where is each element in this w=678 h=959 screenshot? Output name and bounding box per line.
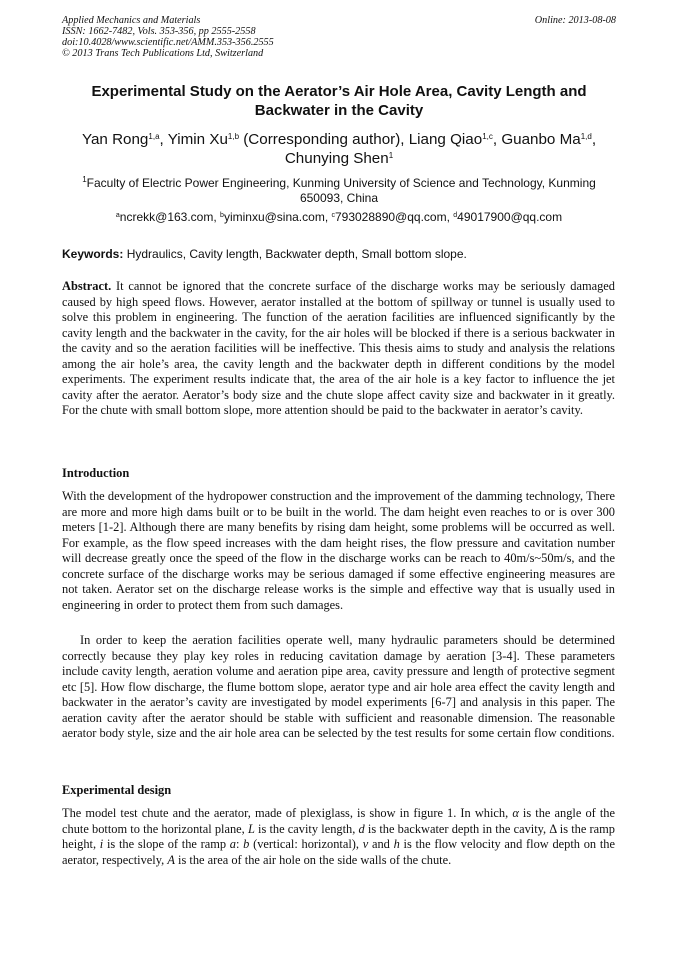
author-name: Yimin Xu (167, 131, 228, 148)
author-sup: 1,d (580, 132, 592, 142)
author-name: Yan Rong (81, 131, 149, 148)
introduction-heading: Introduction (62, 466, 130, 480)
keywords-label: Keywords: (62, 247, 124, 261)
affiliation (62, 176, 616, 205)
email-list (62, 210, 616, 224)
affiliation-text: Faculty of Electric Power Engineering, Kunming University of Science and Technology, Kunming 650093, China (86, 176, 596, 205)
email-sep: , (446, 210, 454, 224)
math-var: i (99, 837, 104, 851)
text-run: : (236, 837, 244, 851)
math-var: α (512, 806, 519, 820)
email-address[interactable]: 49017900@qq.com (457, 210, 563, 224)
abstract (62, 279, 615, 419)
text-run: and (368, 837, 394, 851)
author-name: Chunying Shen (284, 150, 389, 167)
text-run: The model test chute and the aerator, made of plexiglass, is show in figure 1. In which, (62, 806, 513, 820)
author-sep: , (591, 131, 597, 148)
author-sup: 1,b (227, 132, 240, 142)
math-var: L (247, 821, 255, 836)
math-var: d (358, 821, 365, 836)
author-sup: 1,a (148, 132, 160, 142)
math-var: v (362, 837, 369, 851)
experimental-heading: Experimental design (62, 783, 172, 797)
abstract-text: It cannot be ignored that the concrete surface of the discharge works may be seriously damaged caused by high speed flows. However, aerator installed at the bottom of spillway or tunnel is usually used to solve this problem in engineering. The function of the aeration facilities are influenced significantly by the cavity length and the backwater in the cavity, for the air holes will be blocked if there is a serious backwater in the cavity and so the aeration facilities will be ineffective. This thesis aims to study and analysis the relations among the air hole’s area, the cavity length and the backwater depth in different conditions by the model experiments. The experiment results indicate that, the area of the air hole is a key factor to influence the jet cavity after the aerator. Aerator’s body size and the chute slope affect cavity size and backwater in it greatly. For the chute with small bottom slope, more attention should be paid to the backwater in aerator’s cavity. (62, 279, 615, 417)
math-var: b (243, 837, 250, 851)
author-sup: 1,c (482, 132, 493, 142)
copyright-line: © 2013 Trans Tech Publications Ltd, Switzerland (62, 48, 264, 59)
author-name: Guanbo Ma (501, 131, 581, 148)
text-run: is the slope of the ramp (103, 837, 230, 851)
text-run: is the area of the air hole on the side walls of the chute. (174, 852, 452, 867)
introduction-paragraph-2: In order to keep the aeration facilities operate well, many hydraulic parameters should be determined correctly because they play key roles in reducing cavitation damage by aeration [3-4]. These parameters include cavity length, aeration volume and aeration pipe area, cavity pressure and length of protective segment etc [5]. How flow discharge, the flume bottom slope, aerator type and air hole area effect the cavity length and backwater in the aerator’s cavity are investigated by model experiments [6-7] and analysis in this paper. The aeration cavity after the aerator should be stable with sufficient and reasonable dimension. The reasonable aerator body style, size and the air hole area can be selected by the test results for some certain flow conditions. (62, 633, 615, 740)
experimental-paragraph (62, 806, 615, 868)
text-run: (vertical: horizontal), (249, 837, 363, 851)
author-sep: , (492, 131, 502, 148)
text-run: is the backwater depth in the cavity, Δ is the ramp height, (62, 821, 615, 851)
paper-title: Experimental Study on the Aerator’s Air Hole Area, Cavity Length and Backwater in the Cavity (91, 83, 587, 119)
math-var: h (393, 837, 400, 851)
author-list (62, 130, 616, 168)
text-run: is the angle of the chute bottom to the horizontal plane, (62, 806, 616, 836)
email-sep: , (213, 210, 221, 224)
email-sup: b (220, 211, 224, 219)
affiliation-sup: 1 (82, 175, 87, 185)
email-sup: c (331, 211, 335, 219)
text-run: is the cavity length, (254, 821, 359, 836)
abstract-label: Abstract. (62, 279, 112, 293)
email-address[interactable]: ncrekk@163.com (119, 210, 214, 224)
keywords (62, 247, 616, 261)
email-sup: a (115, 211, 120, 219)
introduction-paragraph-1: With the development of the hydropower construction and the improvement of the damming technology, There are more and more high dams built or to be built in the world. The dam height even reaches to or is over 300 meters [1-2]. Although there are many benefits by rising dam height, some problems will be occurred as well. For example, as the flow speed increases with the dam height rises, the flow pressure and cavitation number will decrease greatly once the speed of the flow in the discharge works can be reach to 40m/s~50m/s, and the concrete surface of the discharge works may be serious damaged if some effective engineering measures are not taken. Aerator set on the discharge release works is the simple and effective way that is usually used in engineering in order to protect them from such damages. (62, 489, 615, 612)
online-date: Online: 2013-08-08 (534, 15, 616, 26)
keywords-text: Hydraulics, Cavity length, Backwater depth, Small bottom slope. (126, 247, 467, 261)
email-sup: d (453, 211, 458, 219)
author-sup: 1 (388, 151, 394, 161)
text-run: is the flow velocity and flow depth on the aerator, respectively, (62, 837, 615, 867)
journal-header (62, 15, 616, 59)
issn-line: ISSN: 1662-7482, Vols. 353-356, pp 2555-2558 (62, 26, 256, 37)
email-address[interactable]: yiminxu@sina.com (223, 210, 325, 224)
author-name: Liang Qiao (408, 131, 483, 148)
math-var: A (167, 852, 175, 867)
journal-name: Applied Mechanics and Materials (62, 15, 201, 26)
author-sep: , (159, 131, 168, 148)
email-address[interactable]: 793028890@qq.com (334, 210, 447, 224)
doi-line: doi:10.4028/www.scientific.net/AMM.353-356.2555 (62, 37, 274, 48)
author-sep: (Corresponding author), (239, 131, 409, 148)
math-var: a (229, 837, 236, 851)
email-sep: , (324, 210, 332, 224)
